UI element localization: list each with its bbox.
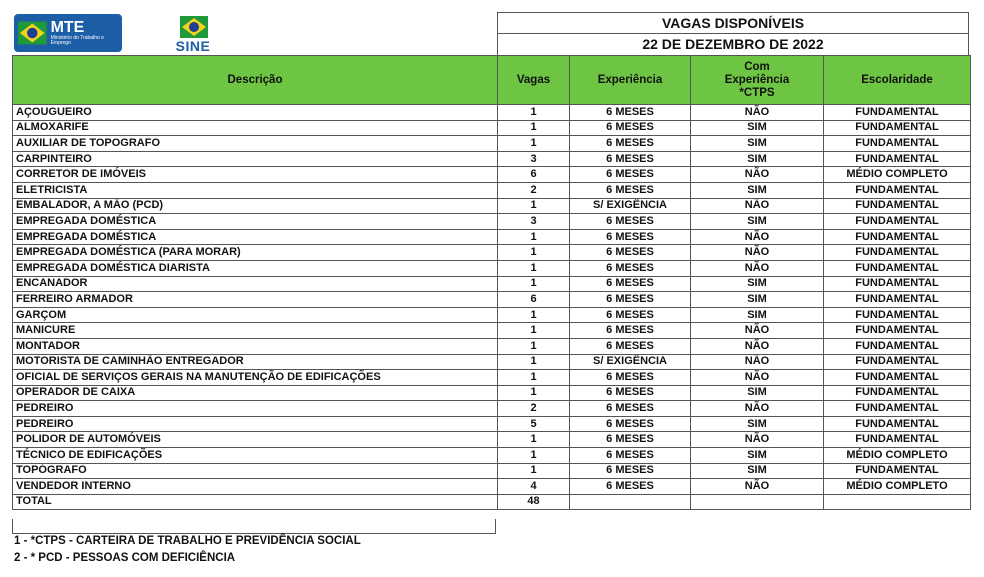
- cell-descricao: AÇOUGUEIRO: [13, 105, 498, 121]
- cell-ctps: NÃO: [691, 105, 824, 121]
- cell-vagas: 1: [498, 307, 570, 323]
- cell-descricao: VENDEDOR INTERNO: [13, 479, 498, 495]
- cell-ctps: NÃO: [691, 167, 824, 183]
- cell-experiencia: 6 MESES: [570, 245, 691, 261]
- total-empty-cell: [691, 494, 824, 509]
- table-row: [13, 385, 971, 401]
- table-row: [13, 276, 971, 292]
- cell-ctps: SIM: [691, 307, 824, 323]
- sine-logo: [170, 12, 230, 56]
- col-escolaridade: Escolaridade: [824, 56, 971, 105]
- cell-escolaridade: FUNDAMENTAL: [824, 105, 971, 121]
- vacancies-table: [12, 55, 971, 510]
- cell-experiencia: 6 MESES: [570, 214, 691, 230]
- cell-experiencia: 6 MESES: [570, 182, 691, 198]
- total-label: TOTAL: [13, 494, 498, 509]
- cell-ctps: NÃO: [691, 229, 824, 245]
- cell-vagas: 1: [498, 323, 570, 339]
- cell-escolaridade: MÉDIO COMPLETO: [824, 167, 971, 183]
- cell-descricao: EMPREGADA DOMÉSTICA DIARISTA: [13, 260, 498, 276]
- table-row: [13, 338, 971, 354]
- blank-cell: [12, 519, 496, 534]
- cell-descricao: PEDREIRO: [13, 416, 498, 432]
- cell-experiencia: 6 MESES: [570, 276, 691, 292]
- cell-experiencia: 6 MESES: [570, 167, 691, 183]
- cell-escolaridade: FUNDAMENTAL: [824, 338, 971, 354]
- cell-experiencia: 6 MESES: [570, 463, 691, 479]
- cell-escolaridade: FUNDAMENTAL: [824, 292, 971, 308]
- cell-descricao: TÉCNICO DE EDIFICAÇÕES: [13, 448, 498, 464]
- cell-ctps: SIM: [691, 136, 824, 152]
- cell-ctps: NÃO: [691, 354, 824, 370]
- table-row: [13, 479, 971, 495]
- cell-ctps: NÃO: [691, 401, 824, 417]
- table-row: [13, 292, 971, 308]
- cell-ctps: SIM: [691, 120, 824, 136]
- table-row: [13, 105, 971, 121]
- logo-area: [12, 12, 496, 56]
- cell-ctps: NÃO: [691, 479, 824, 495]
- cell-descricao: ALMOXARIFE: [13, 120, 498, 136]
- cell-descricao: ELETRICISTA: [13, 182, 498, 198]
- cell-experiencia: 6 MESES: [570, 120, 691, 136]
- cell-vagas: 1: [498, 198, 570, 214]
- cell-descricao: FERREIRO ARMADOR: [13, 292, 498, 308]
- table-row: [13, 167, 971, 183]
- table-row: [13, 323, 971, 339]
- cell-experiencia: 6 MESES: [570, 323, 691, 339]
- cell-ctps: NÃO: [691, 338, 824, 354]
- cell-ctps: SIM: [691, 151, 824, 167]
- cell-descricao: EMBALADOR, A MÃO (PCD): [13, 198, 498, 214]
- cell-experiencia: 6 MESES: [570, 292, 691, 308]
- col-experiencia: Experiência: [570, 56, 691, 105]
- cell-escolaridade: FUNDAMENTAL: [824, 260, 971, 276]
- col-ctps: [691, 56, 824, 105]
- sine-label: SINE: [175, 38, 211, 54]
- total-row: [13, 494, 971, 509]
- cell-ctps: SIM: [691, 463, 824, 479]
- cell-vagas: 5: [498, 416, 570, 432]
- cell-ctps: NÃO: [691, 432, 824, 448]
- footnote-ctps: 1 - *CTPS - CARTEIRA DE TRABALHO E PREVIDÊNCIA SOCIAL: [14, 535, 361, 547]
- cell-descricao: GARÇOM: [13, 307, 498, 323]
- cell-experiencia: 6 MESES: [570, 229, 691, 245]
- cell-escolaridade: FUNDAMENTAL: [824, 214, 971, 230]
- cell-vagas: 4: [498, 479, 570, 495]
- table-row: [13, 401, 971, 417]
- cell-descricao: CARPINTEIRO: [13, 151, 498, 167]
- cell-descricao: OFICIAL DE SERVIÇOS GERAIS NA MANUTENÇÃO DE EDIFICAÇÕES: [13, 370, 498, 386]
- cell-experiencia: 6 MESES: [570, 105, 691, 121]
- cell-escolaridade: FUNDAMENTAL: [824, 198, 971, 214]
- cell-descricao: MOTORISTA DE CAMINHÃO ENTREGADOR: [13, 354, 498, 370]
- cell-vagas: 1: [498, 245, 570, 261]
- cell-descricao: MANICURE: [13, 323, 498, 339]
- cell-escolaridade: FUNDAMENTAL: [824, 229, 971, 245]
- cell-escolaridade: FUNDAMENTAL: [824, 463, 971, 479]
- cell-escolaridade: FUNDAMENTAL: [824, 182, 971, 198]
- table-row: [13, 120, 971, 136]
- total-value: 48: [498, 494, 570, 509]
- cell-ctps: SIM: [691, 182, 824, 198]
- table-row: [13, 432, 971, 448]
- footnote-pcd: 2 - * PCD - PESSOAS COM DEFICIÊNCIA: [14, 552, 236, 564]
- cell-experiencia: 6 MESES: [570, 432, 691, 448]
- cell-vagas: 1: [498, 385, 570, 401]
- brazil-flag-icon: [18, 19, 47, 47]
- cell-vagas: 3: [498, 214, 570, 230]
- cell-vagas: 1: [498, 276, 570, 292]
- cell-escolaridade: FUNDAMENTAL: [824, 151, 971, 167]
- col-ctps-label: Com Experiência *CTPS: [724, 60, 790, 99]
- mte-subtitle: Ministério do Trabalho e Emprego: [50, 35, 104, 46]
- cell-vagas: 1: [498, 354, 570, 370]
- cell-vagas: 1: [498, 370, 570, 386]
- table-row: [13, 448, 971, 464]
- cell-experiencia: 6 MESES: [570, 479, 691, 495]
- cell-descricao: PEDREIRO: [13, 401, 498, 417]
- mte-logo: [14, 14, 122, 52]
- cell-experiencia: 6 MESES: [570, 136, 691, 152]
- cell-escolaridade: FUNDAMENTAL: [824, 401, 971, 417]
- cell-vagas: 6: [498, 167, 570, 183]
- cell-escolaridade: FUNDAMENTAL: [824, 245, 971, 261]
- table-row: [13, 354, 971, 370]
- cell-escolaridade: FUNDAMENTAL: [824, 136, 971, 152]
- cell-ctps: SIM: [691, 292, 824, 308]
- cell-ctps: NÃO: [691, 370, 824, 386]
- cell-vagas: 1: [498, 448, 570, 464]
- cell-ctps: NÃO: [691, 245, 824, 261]
- cell-vagas: 1: [498, 260, 570, 276]
- cell-vagas: 2: [498, 401, 570, 417]
- table-row: [13, 198, 971, 214]
- cell-vagas: 2: [498, 182, 570, 198]
- total-empty-cell: [824, 494, 971, 509]
- col-descricao: Descrição: [13, 56, 498, 105]
- cell-ctps: SIM: [691, 276, 824, 292]
- table-row: [13, 214, 971, 230]
- table-row: [13, 245, 971, 261]
- cell-vagas: 1: [498, 432, 570, 448]
- cell-vagas: 6: [498, 292, 570, 308]
- table-row: [13, 229, 971, 245]
- cell-ctps: SIM: [691, 385, 824, 401]
- col-vagas: Vagas: [498, 56, 570, 105]
- table-row: [13, 416, 971, 432]
- cell-vagas: 3: [498, 151, 570, 167]
- cell-descricao: MONTADOR: [13, 338, 498, 354]
- cell-experiencia: 6 MESES: [570, 307, 691, 323]
- cell-descricao: EMPREGADA DOMÉSTICA: [13, 214, 498, 230]
- cell-experiencia: 6 MESES: [570, 260, 691, 276]
- total-empty-cell: [570, 494, 691, 509]
- page-date: 22 DE DEZEMBRO DE 2022: [497, 33, 969, 56]
- table-row: [13, 136, 971, 152]
- cell-escolaridade: FUNDAMENTAL: [824, 354, 971, 370]
- cell-escolaridade: FUNDAMENTAL: [824, 432, 971, 448]
- cell-descricao: AUXILIAR DE TOPOGRAFO: [13, 136, 498, 152]
- mte-label: MTE: [50, 19, 85, 36]
- cell-experiencia: 6 MESES: [570, 151, 691, 167]
- cell-escolaridade: FUNDAMENTAL: [824, 416, 971, 432]
- cell-experiencia: S/ EXIGÊNCIA: [570, 354, 691, 370]
- cell-experiencia: 6 MESES: [570, 338, 691, 354]
- cell-experiencia: 6 MESES: [570, 370, 691, 386]
- table-row: [13, 307, 971, 323]
- cell-vagas: 1: [498, 120, 570, 136]
- cell-experiencia: 6 MESES: [570, 416, 691, 432]
- cell-ctps: NÃO: [691, 198, 824, 214]
- sine-flag-icon: [178, 14, 210, 40]
- cell-escolaridade: FUNDAMENTAL: [824, 307, 971, 323]
- cell-descricao: TOPÓGRAFO: [13, 463, 498, 479]
- cell-ctps: NÃO: [691, 260, 824, 276]
- table-row: [13, 463, 971, 479]
- cell-descricao: ENCANADOR: [13, 276, 498, 292]
- cell-escolaridade: FUNDAMENTAL: [824, 276, 971, 292]
- cell-experiencia: 6 MESES: [570, 385, 691, 401]
- cell-escolaridade: FUNDAMENTAL: [824, 323, 971, 339]
- cell-vagas: 1: [498, 463, 570, 479]
- cell-vagas: 1: [498, 105, 570, 121]
- page-title: VAGAS DISPONÍVEIS: [497, 12, 969, 34]
- cell-ctps: NÃO: [691, 323, 824, 339]
- cell-escolaridade: FUNDAMENTAL: [824, 120, 971, 136]
- cell-escolaridade: MÉDIO COMPLETO: [824, 479, 971, 495]
- cell-vagas: 1: [498, 229, 570, 245]
- cell-descricao: POLIDOR DE AUTOMÓVEIS: [13, 432, 498, 448]
- cell-experiencia: 6 MESES: [570, 448, 691, 464]
- table-row: [13, 370, 971, 386]
- cell-descricao: EMPREGADA DOMÉSTICA: [13, 229, 498, 245]
- cell-descricao: OPERADOR DE CAIXA: [13, 385, 498, 401]
- cell-ctps: SIM: [691, 214, 824, 230]
- cell-escolaridade: FUNDAMENTAL: [824, 385, 971, 401]
- cell-descricao: CORRETOR DE IMÓVEIS: [13, 167, 498, 183]
- cell-descricao: EMPREGADA DOMÉSTICA (PARA MORAR): [13, 245, 498, 261]
- table-header: [13, 56, 971, 105]
- cell-experiencia: S/ EXIGÊNCIA: [570, 198, 691, 214]
- table-row: [13, 260, 971, 276]
- cell-ctps: SIM: [691, 416, 824, 432]
- cell-experiencia: 6 MESES: [570, 401, 691, 417]
- table-row: [13, 182, 971, 198]
- cell-vagas: 1: [498, 338, 570, 354]
- table-row: [13, 151, 971, 167]
- cell-escolaridade: FUNDAMENTAL: [824, 370, 971, 386]
- cell-escolaridade: MÉDIO COMPLETO: [824, 448, 971, 464]
- cell-vagas: 1: [498, 136, 570, 152]
- cell-ctps: SIM: [691, 448, 824, 464]
